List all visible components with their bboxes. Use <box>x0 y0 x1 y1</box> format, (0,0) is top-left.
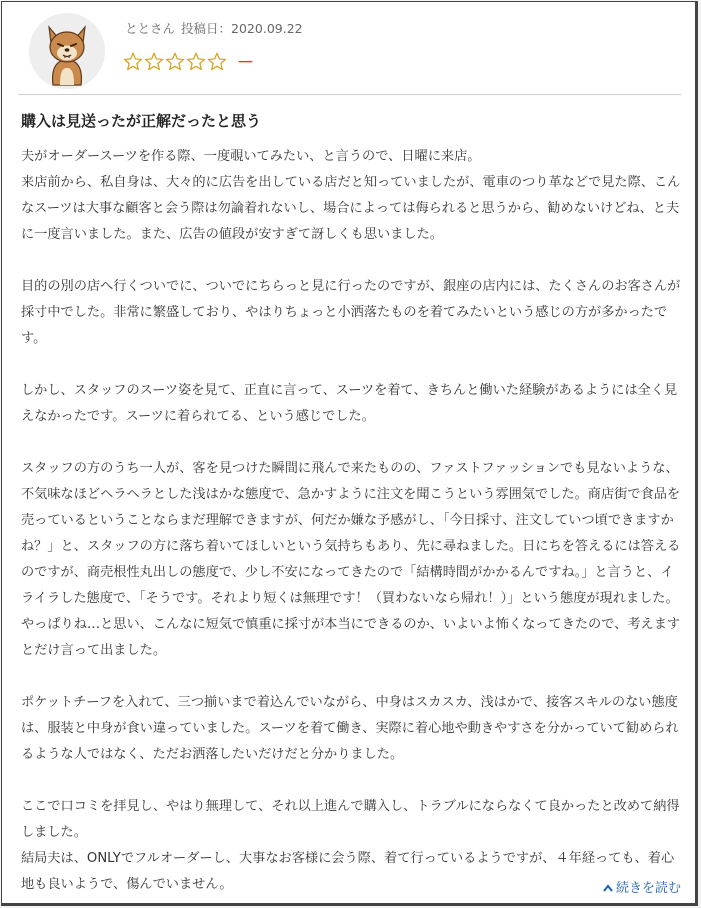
review-paragraph: 結局夫は、ONLYでフルオーダーし、大事なお客様に会う際、着て行っているようですが、４年経っても、着心地も良いようで、傷んでいません。 <box>21 851 675 892</box>
review-body <box>21 144 685 898</box>
review-paragraph: スタッフの方のうち一人が、客を見つけた瞬間に飛んで来たものの、ファストファッションでも見ないような、不気味なほどヘラヘラとした浅はかな態度で、急かすように注文を聞こうという雰囲気でした。商店街で食品を売っているということならまだ理解できますが、何だか嫌な予感がし、「今日採寸、注文していつ頃できますかね？」と、スタッフの方に落ち着いてほしいという気持ちもあり、先に尋ねました。日にちを答えるには答えるのですが、商売根性丸出しの態度で、少し不安になってきたので「結構時間がかかるんですね。」と言うと、イライラした態度で、「そうです。それより短くは無理です！（買わないなら帰れ！）」という態度が現れました。やっぱりね…と思い、こんなに短気で慎重に採寸が本当にできるのか、いよいよ怖くなってきたので、考えますとだけ言って出ました。 <box>21 461 681 658</box>
chevron-up-icon <box>603 882 613 895</box>
review-paragraph: しかし、スタッフのスーツ姿を見て、正直に言って、スーツを着て、きちんと働いた経験があるようには全く見えなかったです。スーツに着られてる、という感じでした。 <box>21 383 678 424</box>
divider <box>18 94 681 95</box>
star-rating <box>123 52 227 75</box>
review-card <box>1 1 698 906</box>
paragraph-gap <box>21 352 685 378</box>
posted-label: 投稿日： <box>181 21 232 36</box>
paragraph-gap <box>21 664 685 690</box>
star-outline-icon <box>186 52 206 75</box>
review-paragraph: 目的の別の店へ行くついでに、ついでにちらっと見に行ったのですが、銀座の店内には、たくさんのお客さんが採寸中でした。非常に繁盛しており、やはりちょっと小洒落たものを着てみたいという感じの方が多かったです。 <box>21 279 681 346</box>
review-paragraph: 夫がオーダースーツを作る際、一度覗いてみたい、と言うので、日曜に来店。 <box>21 149 481 164</box>
star-outline-icon <box>165 52 185 75</box>
paragraph-gap <box>21 768 685 794</box>
posted-date: 2020.09.22 <box>231 21 303 36</box>
review-paragraph: ポケットチーフを入れて、三つ揃いまで着込んでいながら、中身はスカスカ、浅はかで、接客スキルのない態度は、服装と中身が食い違っていました。スーツを着て働き、実際に着心地や動きやすさを分かっていて勧められるような人ではなく、ただお洒落したいだけだと分かりました。 <box>21 695 679 762</box>
read-more-label: 続きを読む <box>615 881 681 896</box>
author-name: ととさん <box>125 21 176 36</box>
paragraph-gap <box>21 248 685 274</box>
star-outline-icon <box>123 52 143 75</box>
rating-score: － <box>237 53 254 73</box>
read-more-link[interactable] <box>603 877 681 896</box>
dog-avatar-icon <box>29 13 105 89</box>
review-title: 購入は見送ったが正解だったと思う <box>21 112 262 130</box>
review-paragraph: ここで口コミを拝見し、やはり無理して、それ以上進んで購入し、トラブルにならなくて良かったと改めて納得しました。 <box>21 799 680 840</box>
avatar <box>29 13 105 89</box>
star-outline-icon <box>207 52 227 75</box>
star-outline-icon <box>144 52 164 75</box>
review-meta <box>125 19 303 37</box>
paragraph-gap <box>21 430 685 456</box>
review-paragraph: 来店前から、私自身は、大々的に広告を出している店だと知っていましたが、電車のつり革などで見た際、こんなスーツは大事な顧客と会う際は勿論着れないし、場合によっては侮られると思うから、勧めないけどね、と夫に一度言いました。また、広告の値段が安すぎて訝しくも思いました。 <box>21 175 681 242</box>
